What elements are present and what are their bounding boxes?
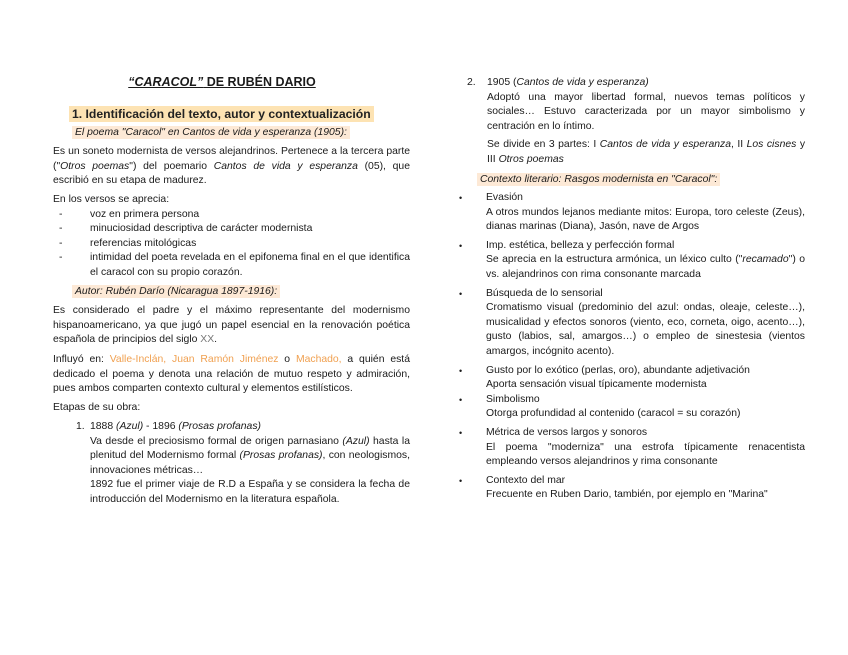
context-subheading-text: Contexto literario: Rasgos modernista en "Caracol": <box>477 173 720 186</box>
text: Se aprecia en la estructura armónica, un léxico culto (" <box>486 254 743 266</box>
bullet-icon: • <box>459 288 463 299</box>
bullet-icon: • <box>459 240 463 251</box>
list-item <box>53 222 410 237</box>
rasgo-body <box>486 253 805 282</box>
list-item-text: minuciosidad descriptiva de carácter modernista <box>90 223 313 235</box>
list-item-text: referencias mitológicas <box>90 237 197 249</box>
rasgo-body: Frecuente en Ruben Dario, también, por ejemplo en "Marina" <box>486 489 768 501</box>
text: y III <box>487 139 806 165</box>
list-item <box>53 237 410 252</box>
author-subheading-text: Autor: Rubén Darío (Nicaragua 1897-1916): <box>72 285 280 298</box>
text: , con neologismos, innovaciones métricas… <box>90 450 410 476</box>
text: (Prosas profanas) <box>239 450 323 462</box>
context-subheading <box>477 173 720 188</box>
list-item <box>53 420 410 508</box>
list-item <box>455 426 805 470</box>
document-title <box>0 75 444 89</box>
rasgo-body: Cromatismo visual (predominio del azul: ondas, oleaje, celeste…), musicalidad y efectos sonoros (viento, eco, corneta, oigo, acento…), gusto (labios, sal, amargos…) o empleo de sinestesia (vientos amargos, incógnito acento). <box>486 302 805 357</box>
section-heading: 1. Identificación del texto, autor y contextualización <box>69 106 374 122</box>
text: hasta la plenitud del Modernismo formal <box>90 435 411 462</box>
list-item <box>53 208 410 223</box>
text: o <box>278 354 296 365</box>
etapa-1 <box>53 420 410 508</box>
text: Se divide en 3 partes: I <box>487 139 600 151</box>
list-item-text: voz en primera persona <box>90 208 200 220</box>
rasgo-head: Imp. estética, belleza y perfección formal <box>486 239 675 251</box>
poem-subheading <box>72 126 350 141</box>
list-item <box>455 191 805 235</box>
text: . <box>214 334 218 346</box>
text: XX <box>200 334 215 346</box>
etapa-body: Adoptó una mayor libertad formal, nuevos temas políticos y sociales… Estuvo caracterizada por un mayor simbolismo y centración en lo íntimo. <box>487 91 805 132</box>
rasgo-head: Gusto por lo exótico (perlas, oro), abundante adjetivación <box>486 364 750 376</box>
number-marker: 2. <box>467 77 476 88</box>
intro-paragraph <box>53 145 410 189</box>
rasgo-head: Búsqueda de lo sensorial <box>486 287 603 299</box>
etapa-head <box>90 420 410 435</box>
text: Cantos de vida y esperanza <box>599 139 731 151</box>
text: Otros poemas <box>498 153 564 165</box>
list-item <box>455 474 805 503</box>
highlighted-names: Machado, <box>295 354 342 365</box>
list-item <box>53 251 410 280</box>
text: Los cisnes <box>746 139 797 151</box>
text: Es un soneto modernista de versos alejandrinos. Pertenece a la tercera parte (" <box>53 146 410 172</box>
versos-intro: En los versos se aprecia: <box>53 194 170 205</box>
text: Cantos de vida y esperanza) <box>516 77 649 88</box>
list-item <box>455 287 805 360</box>
dash-marker: - <box>59 208 63 220</box>
bullet-icon: • <box>459 427 463 438</box>
text: (Azul) <box>342 435 370 447</box>
dash-marker: - <box>59 252 63 264</box>
poem-subheading-text: El poema "Caracol" en Cantos de vida y esperanza (1905): <box>72 126 350 139</box>
text: Influyó en: <box>53 354 110 365</box>
dash-marker: - <box>59 223 63 235</box>
bullet-icon: • <box>459 475 463 486</box>
etapa-body <box>90 435 410 479</box>
bullet-icon: • <box>459 365 463 376</box>
text: a quién está dedicado el poema y denota una relación de mutuo respeto y admiración, pues ambos comparten contexto cultural y elementos estilísticos. <box>53 354 410 395</box>
etapa-head <box>487 76 805 91</box>
text: (Prosas profanas) <box>178 421 261 432</box>
text: 1905 ( <box>487 77 517 88</box>
rasgo-body: Aporta sensación visual típicamente modernista <box>486 379 707 391</box>
rasgo-body: Otorga profundidad al contenido (caracol = su corazón) <box>486 408 741 420</box>
text: , II <box>730 139 747 151</box>
list-item <box>455 364 805 393</box>
versos-list <box>53 208 410 281</box>
list-item <box>467 76 805 168</box>
text: ") o vs. alejandrinos con rima consonante marcada <box>486 254 805 280</box>
title-rest: DE RUBÉN DARIO <box>203 75 316 89</box>
rasgo-body: A otros mundos lejanos mediante mitos: Europa, toro celeste (Zeus), dianas marinas (Diana), Jasón, nave de Argos <box>486 206 805 233</box>
influence-paragraph <box>53 353 410 397</box>
list-item <box>455 393 805 422</box>
text: Va desde el preciosismo formal de origen parnasiano <box>90 435 343 447</box>
highlighted-names: Valle-Inclán, Juan Ramón Jiménez <box>109 354 279 365</box>
text: - 1896 <box>143 421 179 432</box>
text: (Azul) <box>116 421 144 432</box>
list-item <box>455 239 805 283</box>
rasgos-list <box>455 191 805 503</box>
author-paragraph <box>53 304 410 348</box>
title-quote: “CARACOL” <box>128 75 204 89</box>
text: 1888 <box>90 421 117 432</box>
etapa-body-2: 1892 fue el primer viaje de R.D a España y se considera la fecha de introducción del Modernismo en la literatura española. <box>90 479 410 505</box>
bullet-icon: • <box>459 193 463 203</box>
bullet-icon: • <box>459 394 463 405</box>
rasgo-head: Contexto del mar <box>486 474 566 486</box>
etapas-intro: Etapas de su obra: <box>53 402 141 413</box>
number-marker: 1. <box>76 421 85 432</box>
list-item-text: intimidad del poeta revelada en el epifonema final en el que identifica el caracol con su propio corazón. <box>90 252 410 278</box>
etapa-2 <box>467 76 805 168</box>
rasgo-head: Métrica de versos largos y sonoros <box>486 426 648 438</box>
text: (05), que escribió en su etapa de madurez. <box>53 160 410 187</box>
rasgo-head: Evasión <box>486 192 523 203</box>
rasgo-head: Simbolismo <box>486 393 540 405</box>
text: Es considerado el padre y el máximo representante del modernismo hispanoamericano, ya que jugó un papel esencial en la renovación poética española de principios del siglo <box>53 305 410 346</box>
rasgo-body: El poema "moderniza" una estrofa típicamente renacentista empleando versos alejandrinos y rima consonante <box>486 441 805 468</box>
author-subheading <box>72 285 280 300</box>
text: Otros poemas <box>60 160 130 172</box>
text: ") del poemario <box>129 160 214 172</box>
text: recamado <box>742 254 789 266</box>
text: Cantos de vida y esperanza <box>213 160 358 172</box>
etapa-body-2 <box>487 138 805 167</box>
dash-marker: - <box>59 237 63 249</box>
